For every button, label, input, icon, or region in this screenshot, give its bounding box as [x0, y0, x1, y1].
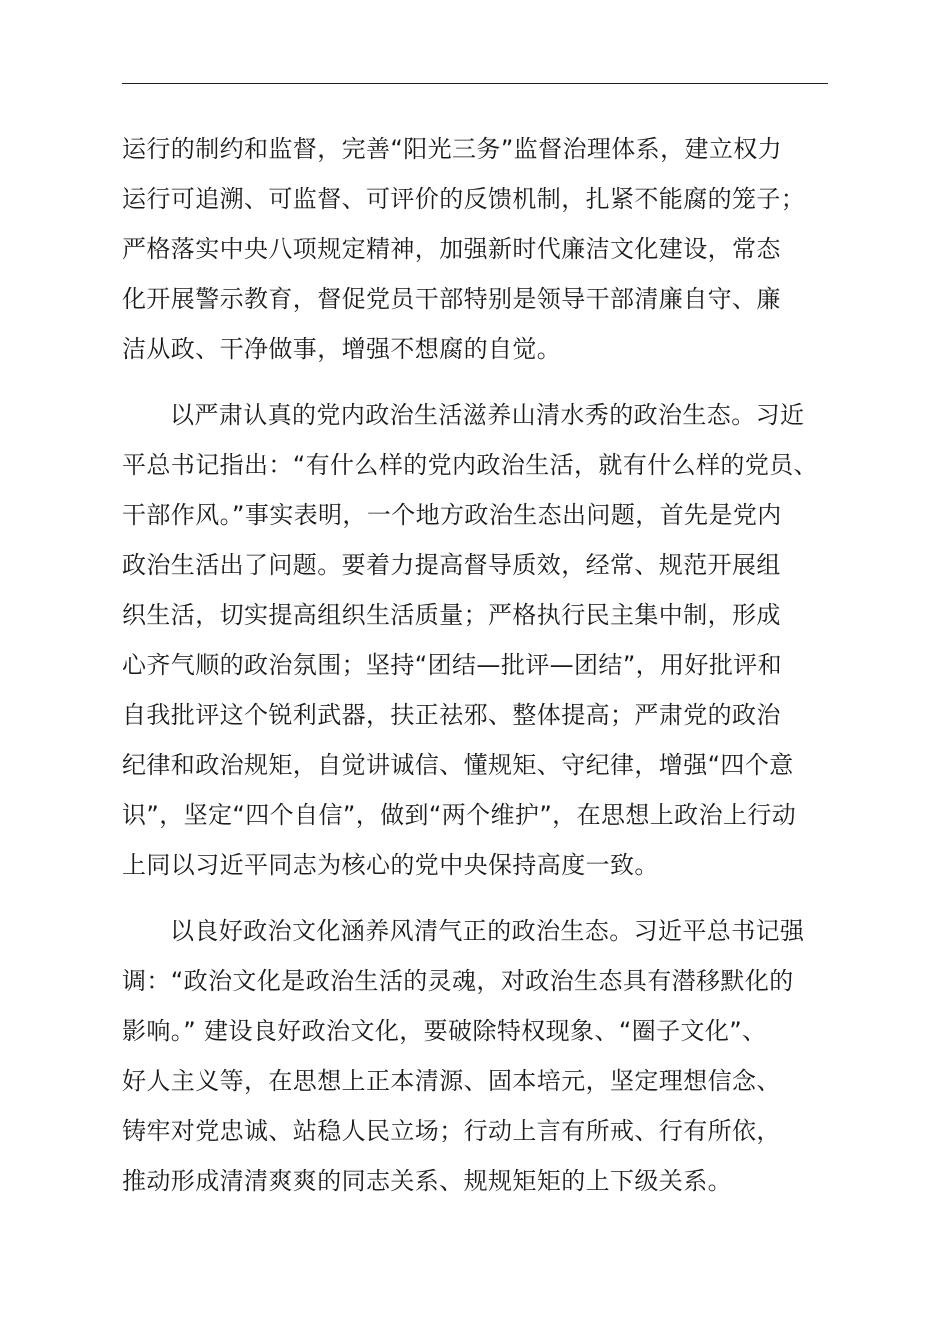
- paragraph-1: [122, 124, 852, 374]
- text-line: 上同以习近平同志为核心的党中央保持高度一致。: [122, 851, 659, 879]
- text-line: 化开展警示教育，督促党员干部特别是领导干部清廉自守、廉: [122, 285, 781, 313]
- text-line: 洁从政、干净做事，增强不想腐的自觉。: [122, 335, 562, 363]
- text-line: 自我批评这个锐利武器，扶正祛邪、整体提高；严肃党的政治: [122, 701, 781, 729]
- text-line: 识”，坚定“四个自信”，做到“两个维护”，在思想上政治上行动: [122, 801, 797, 829]
- text-line: 运行可追溯、可监督、可评价的反馈机制，扎紧不能腐的笼子；: [122, 185, 806, 213]
- text-line: 调：“政治文化是政治生活的灵魂，对政治生态具有潜移默化的: [122, 967, 794, 995]
- text-line: 铸牢对党忠诚、站稳人民立场；行动上言有所戒、行有所依，: [122, 1117, 781, 1145]
- text-line: 心齐气顺的政治氛围；坚持“团结—批评—团结”，用好批评和: [122, 651, 783, 679]
- text-line: 影响。” 建设良好政治文化，要破除特权现象、“圈子文化”、: [122, 1017, 767, 1045]
- text-line: 织生活，切实提高组织生活质量；严格执行民主集中制，形成: [122, 601, 781, 629]
- text-line-first: 以严肃认真的党内政治生活滋养山清水秀的政治生态。习近: [170, 401, 805, 429]
- paragraph-2: [122, 390, 852, 890]
- header-divider: [122, 83, 828, 84]
- text-line: 严格落实中央八项规定精神，加强新时代廉洁文化建设，常态: [122, 235, 781, 263]
- paragraph-3: [122, 906, 852, 1206]
- text-line: 好人主义等，在思想上正本清源、固本培元，坚定理想信念、: [122, 1067, 781, 1095]
- document-body: [122, 124, 852, 1206]
- text-line: 推动形成清清爽爽的同志关系、规规矩矩的上下级关系。: [122, 1167, 732, 1195]
- text-line-first: 以良好政治文化涵养风清气正的政治生态。习近平总书记强: [170, 917, 805, 945]
- text-line: 纪律和政治规矩，自觉讲诚信、懂规矩、守纪律，增强“四个意: [122, 751, 794, 779]
- text-line: 平总书记指出：“有什么样的党内政治生活，就有什么样的党员、: [122, 451, 819, 479]
- text-line: 干部作风。”事实表明，一个地方政治生态出问题，首先是党内: [122, 501, 782, 529]
- text-line: 运行的制约和监督，完善“阳光三务”监督治理体系，建立权力: [122, 135, 783, 163]
- text-line: 政治生活出了问题。要着力提高督导质效，经常、规范开展组: [122, 551, 781, 579]
